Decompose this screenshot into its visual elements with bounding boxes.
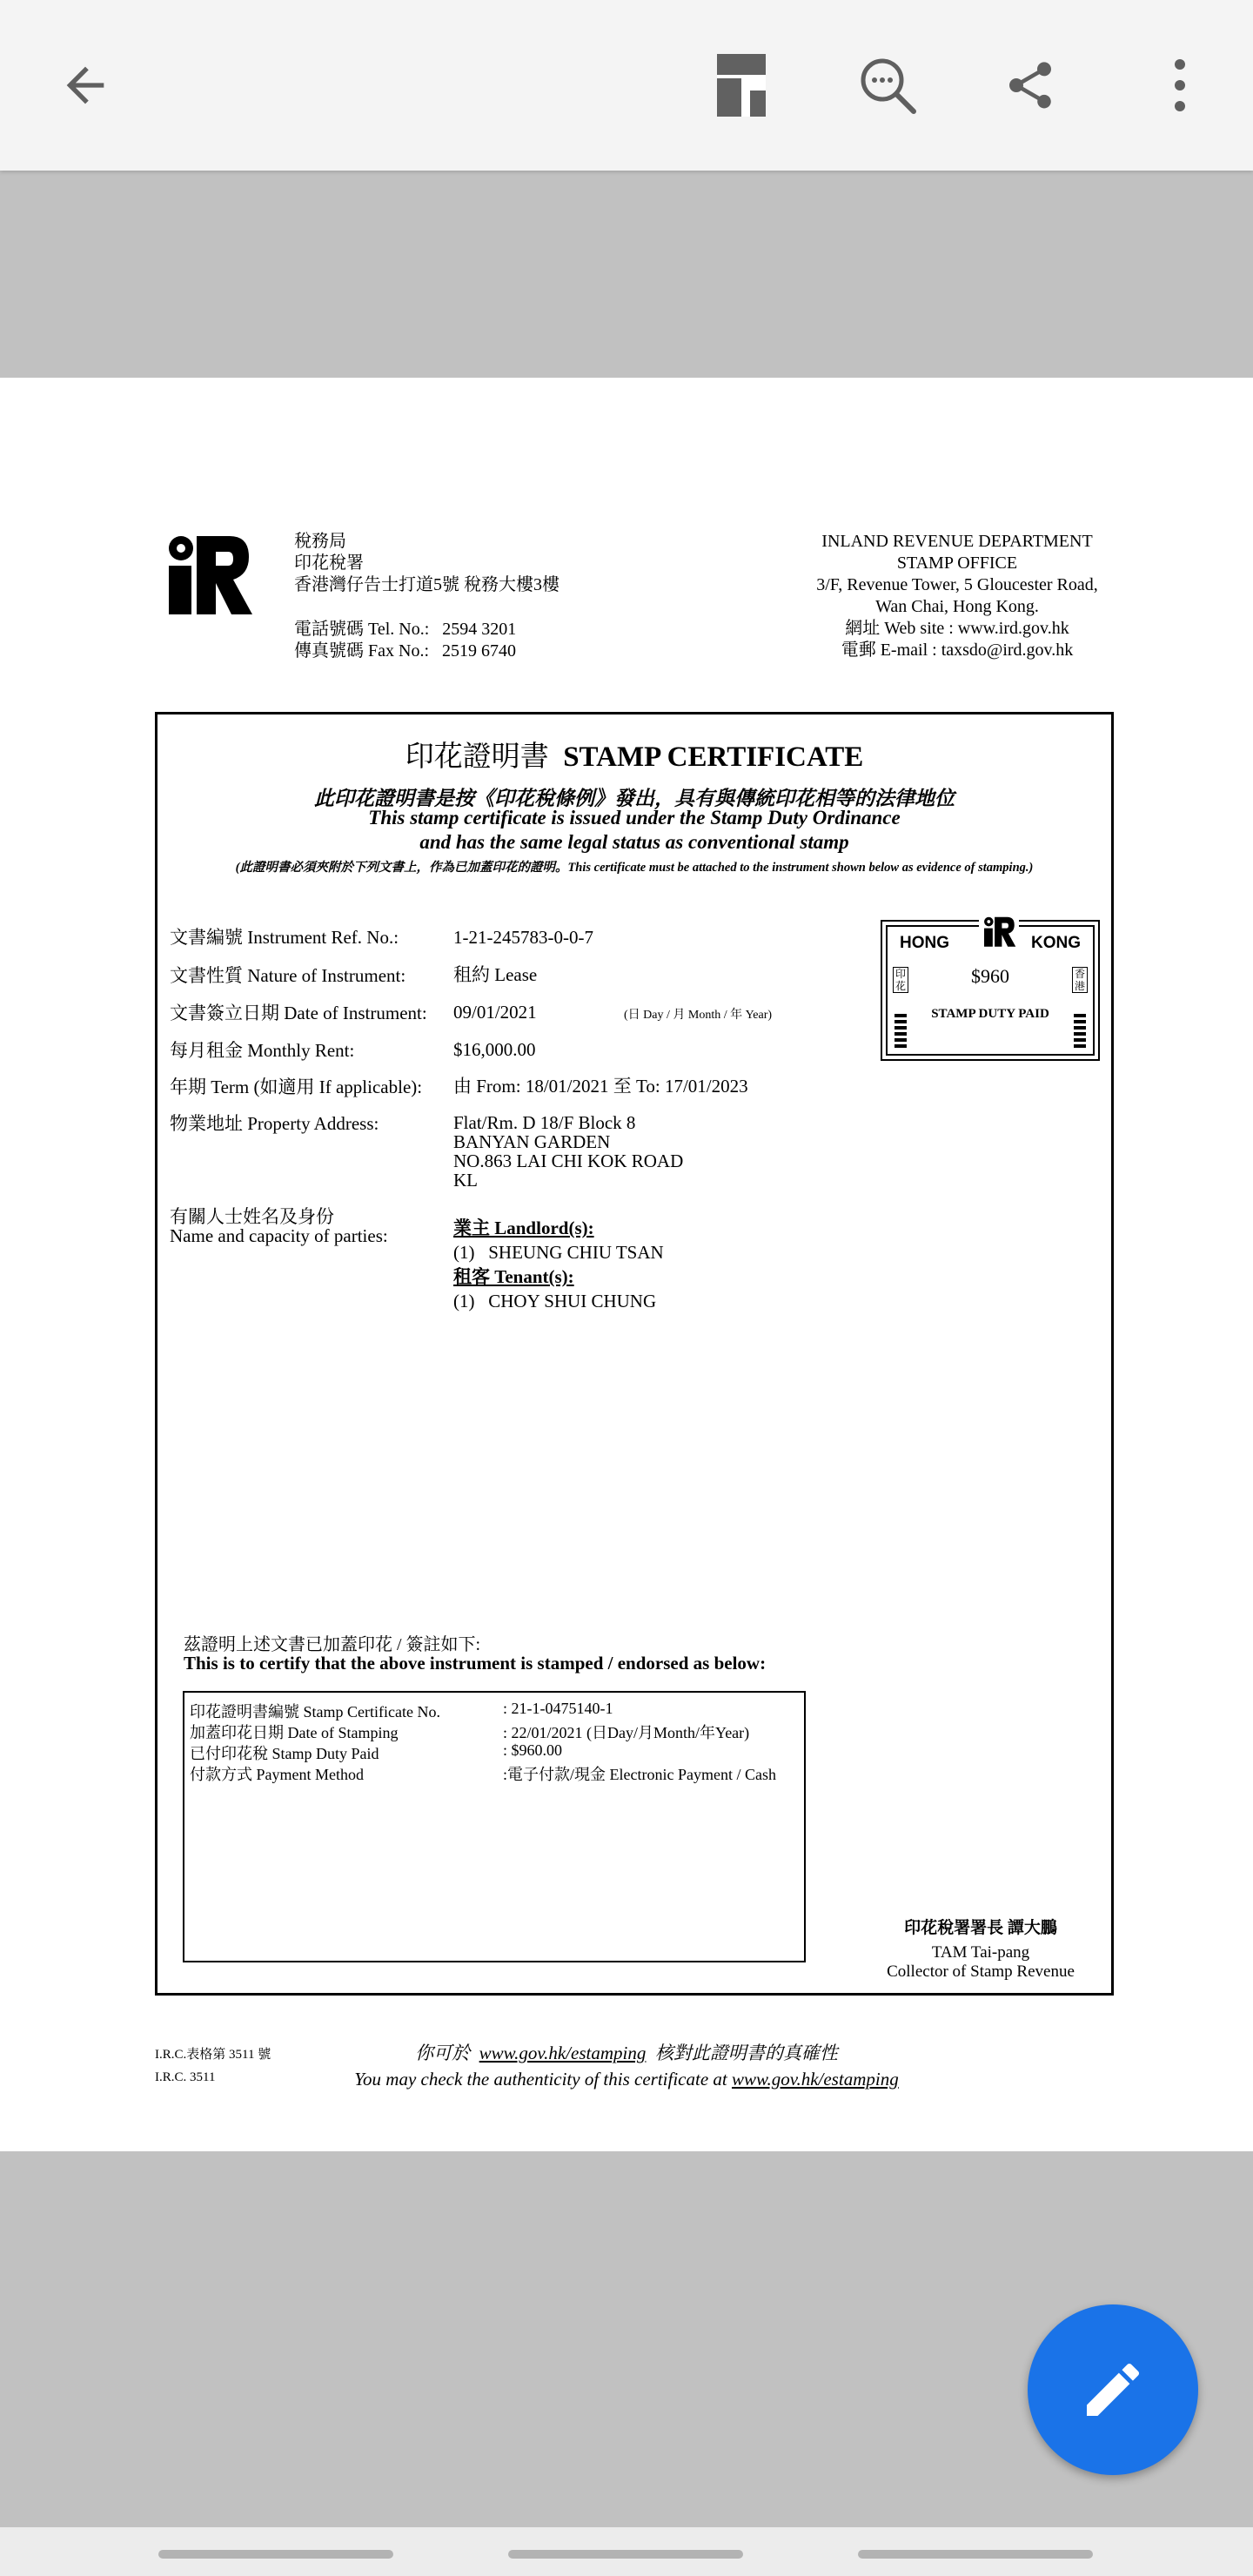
- row-label: 文書性質 Nature of Instrument:: [170, 965, 406, 986]
- subtitle-en-1: This stamp certificate is issued under the Stamp Duty Ordinance: [368, 807, 901, 828]
- detail-value: : 22/01/2021 (日Day/月Month/年Year): [503, 1724, 750, 1741]
- document-page: [0, 378, 1253, 2151]
- stamp-side-right: 香港: [1072, 967, 1088, 993]
- detail-label: 已付印花稅 Stamp Duty Paid: [190, 1745, 379, 1762]
- edit-button[interactable]: [1028, 2304, 1198, 2475]
- authenticity-note: [322, 2040, 931, 2092]
- stamp-side-left: 印花: [893, 967, 908, 993]
- edit-pencil-icon: [1078, 2355, 1148, 2425]
- check-zh-post: 核對此證明書的真確性: [654, 2043, 838, 2063]
- fax-value: 2519 6740: [442, 641, 516, 661]
- detail-value: : 21-1-0475140-1: [503, 1700, 613, 1717]
- letterhead-en: [792, 531, 1122, 661]
- letterhead-en-line: Wan Chai, Hong Kong.: [875, 597, 1039, 616]
- row-label: 文書編號 Instrument Ref. No.:: [170, 927, 399, 948]
- stamp-caption: STAMP DUTY PAID: [931, 1007, 1049, 1021]
- tenant-name: (1) CHOY SHUI CHUNG: [453, 1291, 657, 1311]
- title-zh: 印花證明書: [405, 741, 549, 773]
- share-icon[interactable]: [988, 44, 1072, 127]
- bottom-indicator: [158, 2550, 393, 2559]
- search-more-icon[interactable]: [846, 44, 929, 127]
- check-en: You may check the authenticity of this certificate at: [354, 2069, 727, 2090]
- certify-en: This is to certify that the above instrument is stamped / endorsed as below:: [184, 1653, 767, 1674]
- website: 網址 Web site : www.ird.gov.hk: [845, 619, 1069, 638]
- landlord-heading: 業主 Landlord(s):: [453, 1218, 594, 1238]
- parties-label-en: Name and capacity of parties:: [170, 1225, 388, 1246]
- stamp-duty-paid-stamp: [881, 920, 1100, 1061]
- parties: [453, 1216, 664, 1313]
- detail-label: 印花證明書編號 Stamp Certificate No.: [190, 1703, 440, 1721]
- letterhead-en-line: STAMP OFFICE: [896, 553, 1018, 573]
- landlord-name: (1) SHEUNG CHIU TSAN: [453, 1242, 664, 1263]
- check-url-zh[interactable]: www.gov.hk/estamping: [479, 2043, 647, 2063]
- letterhead-en-line: 3/F, Revenue Tower, 5 Gloucester Road,: [816, 575, 1098, 594]
- bottom-indicator: [508, 2550, 743, 2559]
- ird-logo: [162, 531, 254, 621]
- parties-label: [170, 1207, 388, 1245]
- letterhead-en-line: INLAND REVENUE DEPARTMENT: [821, 532, 1093, 551]
- stamp-amount: $960: [971, 965, 1009, 987]
- detail-label: 加蓋印花日期 Date of Stamping: [190, 1724, 399, 1741]
- stamp-certificate: [155, 712, 1114, 1996]
- detail-label: 付款方式 Payment Method: [190, 1766, 364, 1783]
- title-en: STAMP CERTIFICATE: [563, 741, 864, 773]
- collector-title: Collector of Stamp Revenue: [887, 1962, 1075, 1981]
- detail-value: :電子付款/現金 Electronic Payment / Cash: [503, 1766, 776, 1783]
- document-icon[interactable]: [700, 44, 783, 127]
- certify-zh: 茲證明上述文書已加蓋印花 / 簽註如下:: [184, 1635, 481, 1654]
- fax-label: 傳真號碼 Fax No.:: [294, 641, 429, 661]
- stamp-ornament-left: [895, 1014, 907, 1049]
- collector-signature: [841, 1919, 1120, 1982]
- arrow-back-icon[interactable]: [44, 44, 127, 127]
- email: 電郵 E-mail : taxsdo@ird.gov.hk: [841, 641, 1074, 660]
- form-number: [155, 2043, 271, 2089]
- collector-zh: 印花稅署署長 譚大鵬: [904, 1919, 1057, 1937]
- attachment-note: (此證明書必須夾附於下列文書上，作為已加蓋印花的證明。This certificate must be attached to the instrument shown below as evidence of stamping.): [235, 861, 1034, 875]
- row-value: $16,000.00: [453, 1039, 536, 1060]
- stamp-kong: KONG: [1031, 934, 1081, 952]
- row-label: 年期 Term (如適用 If applicable):: [170, 1077, 423, 1097]
- app-toolbar: [0, 0, 1253, 171]
- letterhead-zh-line: 印花稅署: [294, 553, 364, 573]
- row-label: 文書簽立日期 Date of Instrument:: [170, 1003, 427, 1023]
- detail-value: : $960.00: [503, 1741, 563, 1759]
- letterhead-zh-line: 香港灣仔告士打道5號 稅務大樓3樓: [294, 575, 559, 594]
- row-value: 租約 Lease: [453, 964, 538, 985]
- form-number-zh: I.R.C.表格第 3511 號: [155, 2048, 271, 2062]
- certificate-title: [157, 734, 1111, 775]
- row-value: 09/01/2021: [453, 1002, 537, 1023]
- letterhead-zh-line: 稅務局: [294, 532, 346, 551]
- row-label: 每月租金 Monthly Rent:: [170, 1040, 355, 1061]
- tel-value: 2594 3201: [442, 620, 517, 639]
- check-url-en[interactable]: www.gov.hk/estamping: [731, 2069, 899, 2090]
- date-format-hint: (日 Day / 月 Month / 年 Year): [624, 1009, 773, 1022]
- letterhead-zh: [294, 531, 559, 662]
- subtitle-en-2: and has the same legal status as conventional stamp: [419, 831, 849, 853]
- row-value: 1-21-245783-0-0-7: [453, 927, 593, 948]
- form-number-en: I.R.C. 3511: [155, 2070, 216, 2084]
- stamping-details-box: [183, 1691, 806, 1962]
- parties-label-zh: 有關人士姓名及身份: [170, 1206, 334, 1227]
- stamp-logo: [979, 915, 1019, 952]
- more-vert-icon[interactable]: [1138, 44, 1222, 127]
- collector-name: TAM Tai-pang: [931, 1943, 1030, 1962]
- tenant-heading: 租客 Tenant(s):: [453, 1266, 574, 1287]
- check-zh-pre: 你可於: [415, 2043, 471, 2063]
- stamp-ornament-right: [1074, 1014, 1086, 1049]
- subtitle-zh: 此印花證明書是按《印花稅條例》發出，具有與傳統印花相等的法律地位: [314, 788, 955, 809]
- row-value: 由 From: 18/01/2021 至 To: 17/01/2023: [453, 1076, 748, 1097]
- bottom-indicator: [858, 2550, 1093, 2559]
- tel-label: 電話號碼 Tel. No.:: [294, 620, 430, 639]
- property-address: Flat/Rm. D 18/F Block 8 BANYAN GARDEN NO.863 LAI CHI KOK ROAD KL: [453, 1112, 684, 1191]
- stamp-hong: HONG: [900, 934, 949, 952]
- row-label: 物業地址 Property Address:: [170, 1113, 379, 1134]
